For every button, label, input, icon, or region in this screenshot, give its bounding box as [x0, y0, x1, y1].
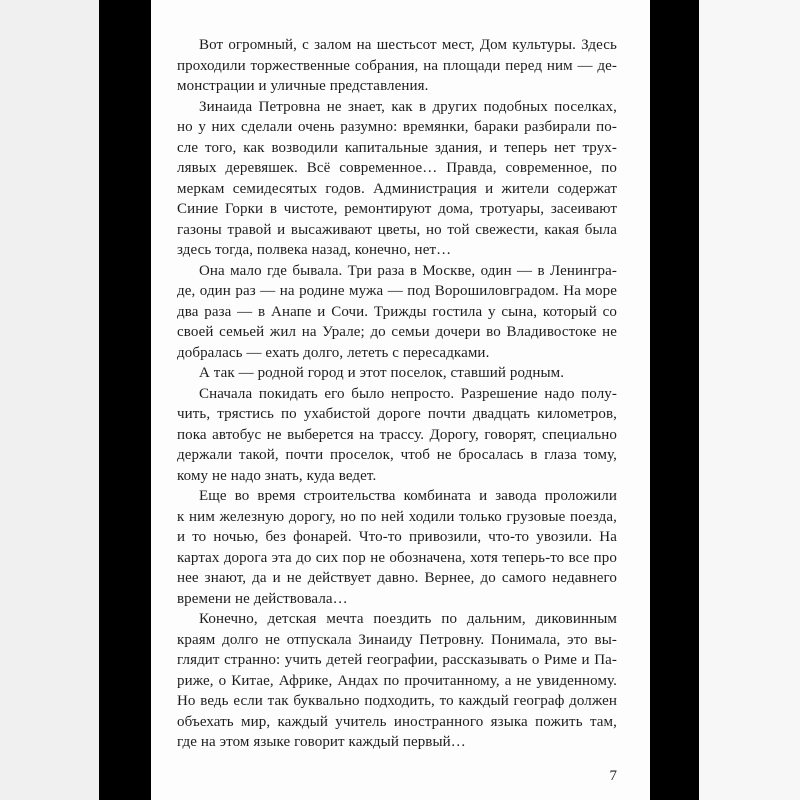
text-line: и то ночью, без фонарей. Что-то привозили, что-то увозили. На	[177, 529, 617, 545]
text-line: пока автобус не выберется на трассу. Дорогу, говорят, специально	[177, 426, 617, 443]
text-line: кому не надо знать, куда ведет.	[177, 467, 377, 484]
text-line: своей семьей жил на Урале; до семьи дочери во Владивостоке не	[177, 324, 617, 340]
photo-margin-left	[0, 0, 99, 800]
text-line: Синие Горки в чистоте, ремонтируют дома, тротуары, засеивают	[177, 201, 617, 217]
page-text	[177, 35, 617, 753]
page-edge-shadow-right	[650, 0, 699, 800]
text-line: чить, трястись по ухабистой дороге почти двадцать километров,	[177, 406, 617, 422]
text-line: к ним железную дорогу, но по ней ходили только грузовые поезда,	[177, 508, 617, 525]
text-line: сле того, как возводили капитальные здания, и теперь нет трух-	[177, 139, 617, 156]
text-line: де, один раз — на родине мужа — под Ворошиловградом. На море	[177, 283, 617, 299]
text-line: Она мало где бывала. Три раза в Москве, один — в Ленингра-	[199, 262, 617, 279]
page-number: 7	[609, 768, 617, 784]
text-line: меркам семидесятых годов. Администрация и жители содержат	[177, 180, 617, 197]
text-line: глядит странно: учить детей географии, рассказывать о Риме и Па-	[177, 652, 617, 668]
text-line: проходили торжественные собрания, на площади перед ним — де-	[177, 57, 617, 74]
text-line: риже, о Китае, Африке, Андах по прочитанному, а не увиденному.	[177, 672, 617, 689]
text-line: краям долго не отпускала Зинаиду Петровну. Понимала, это вы-	[177, 631, 617, 648]
photo-margin-right	[699, 0, 800, 800]
text-line: держали такой, почти проселок, чтоб не бросалась в глаза тому,	[177, 447, 617, 463]
text-line: монстрации и уличные представления.	[177, 78, 429, 94]
text-line: добралась — ехать долго, лететь с пересадками.	[177, 344, 490, 361]
text-line: объехать мир, каждый учитель иностранного языка пожить там,	[177, 713, 617, 730]
text-line: нее знают, да и не действует давно. Вернее, до самого недавнего	[177, 570, 617, 586]
book-page	[151, 0, 650, 800]
text-line: здесь тогда, полвека назад, конечно, нет…	[177, 242, 452, 258]
text-line: газоны травой и высаживают цветы, но той свежести, какая была	[177, 221, 617, 238]
text-line: Сначала покидать его было непросто. Разрешение надо полу-	[199, 385, 617, 402]
text-line: но у них сделали очень разумно: времянки, бараки разбирали по-	[177, 119, 617, 135]
text-line: Вот огромный, с залом на шестьсот мест, Дом культуры. Здесь	[199, 37, 617, 53]
text-line: Еще во время строительства комбината и завода проложили	[199, 488, 617, 504]
text-line: Но ведь если так буквально подходить, то каждый географ должен	[177, 693, 617, 709]
text-line: картах дорога эта до сих пор не обозначена, хотя теперь-то все про	[177, 549, 617, 566]
text-line: два раза — в Анапе и Сочи. Трижды гостила у сына, который со	[177, 303, 617, 320]
text-line: где на этом языке говорит каждый первый…	[177, 734, 466, 750]
text-line: времени не действовала…	[177, 590, 348, 607]
text-line: А так — родной город и этот поселок, ставший родным.	[199, 365, 565, 381]
text-line: Конечно, детская мечта поездить по дальним, диковинным	[199, 611, 617, 627]
text-line: Зинаида Петровна не знает, как в других подобных поселках,	[199, 98, 617, 115]
page-edge-shadow-left	[99, 0, 151, 800]
text-line: лявых деревяшек. Всё современное… Правда, современное, по	[177, 160, 617, 176]
